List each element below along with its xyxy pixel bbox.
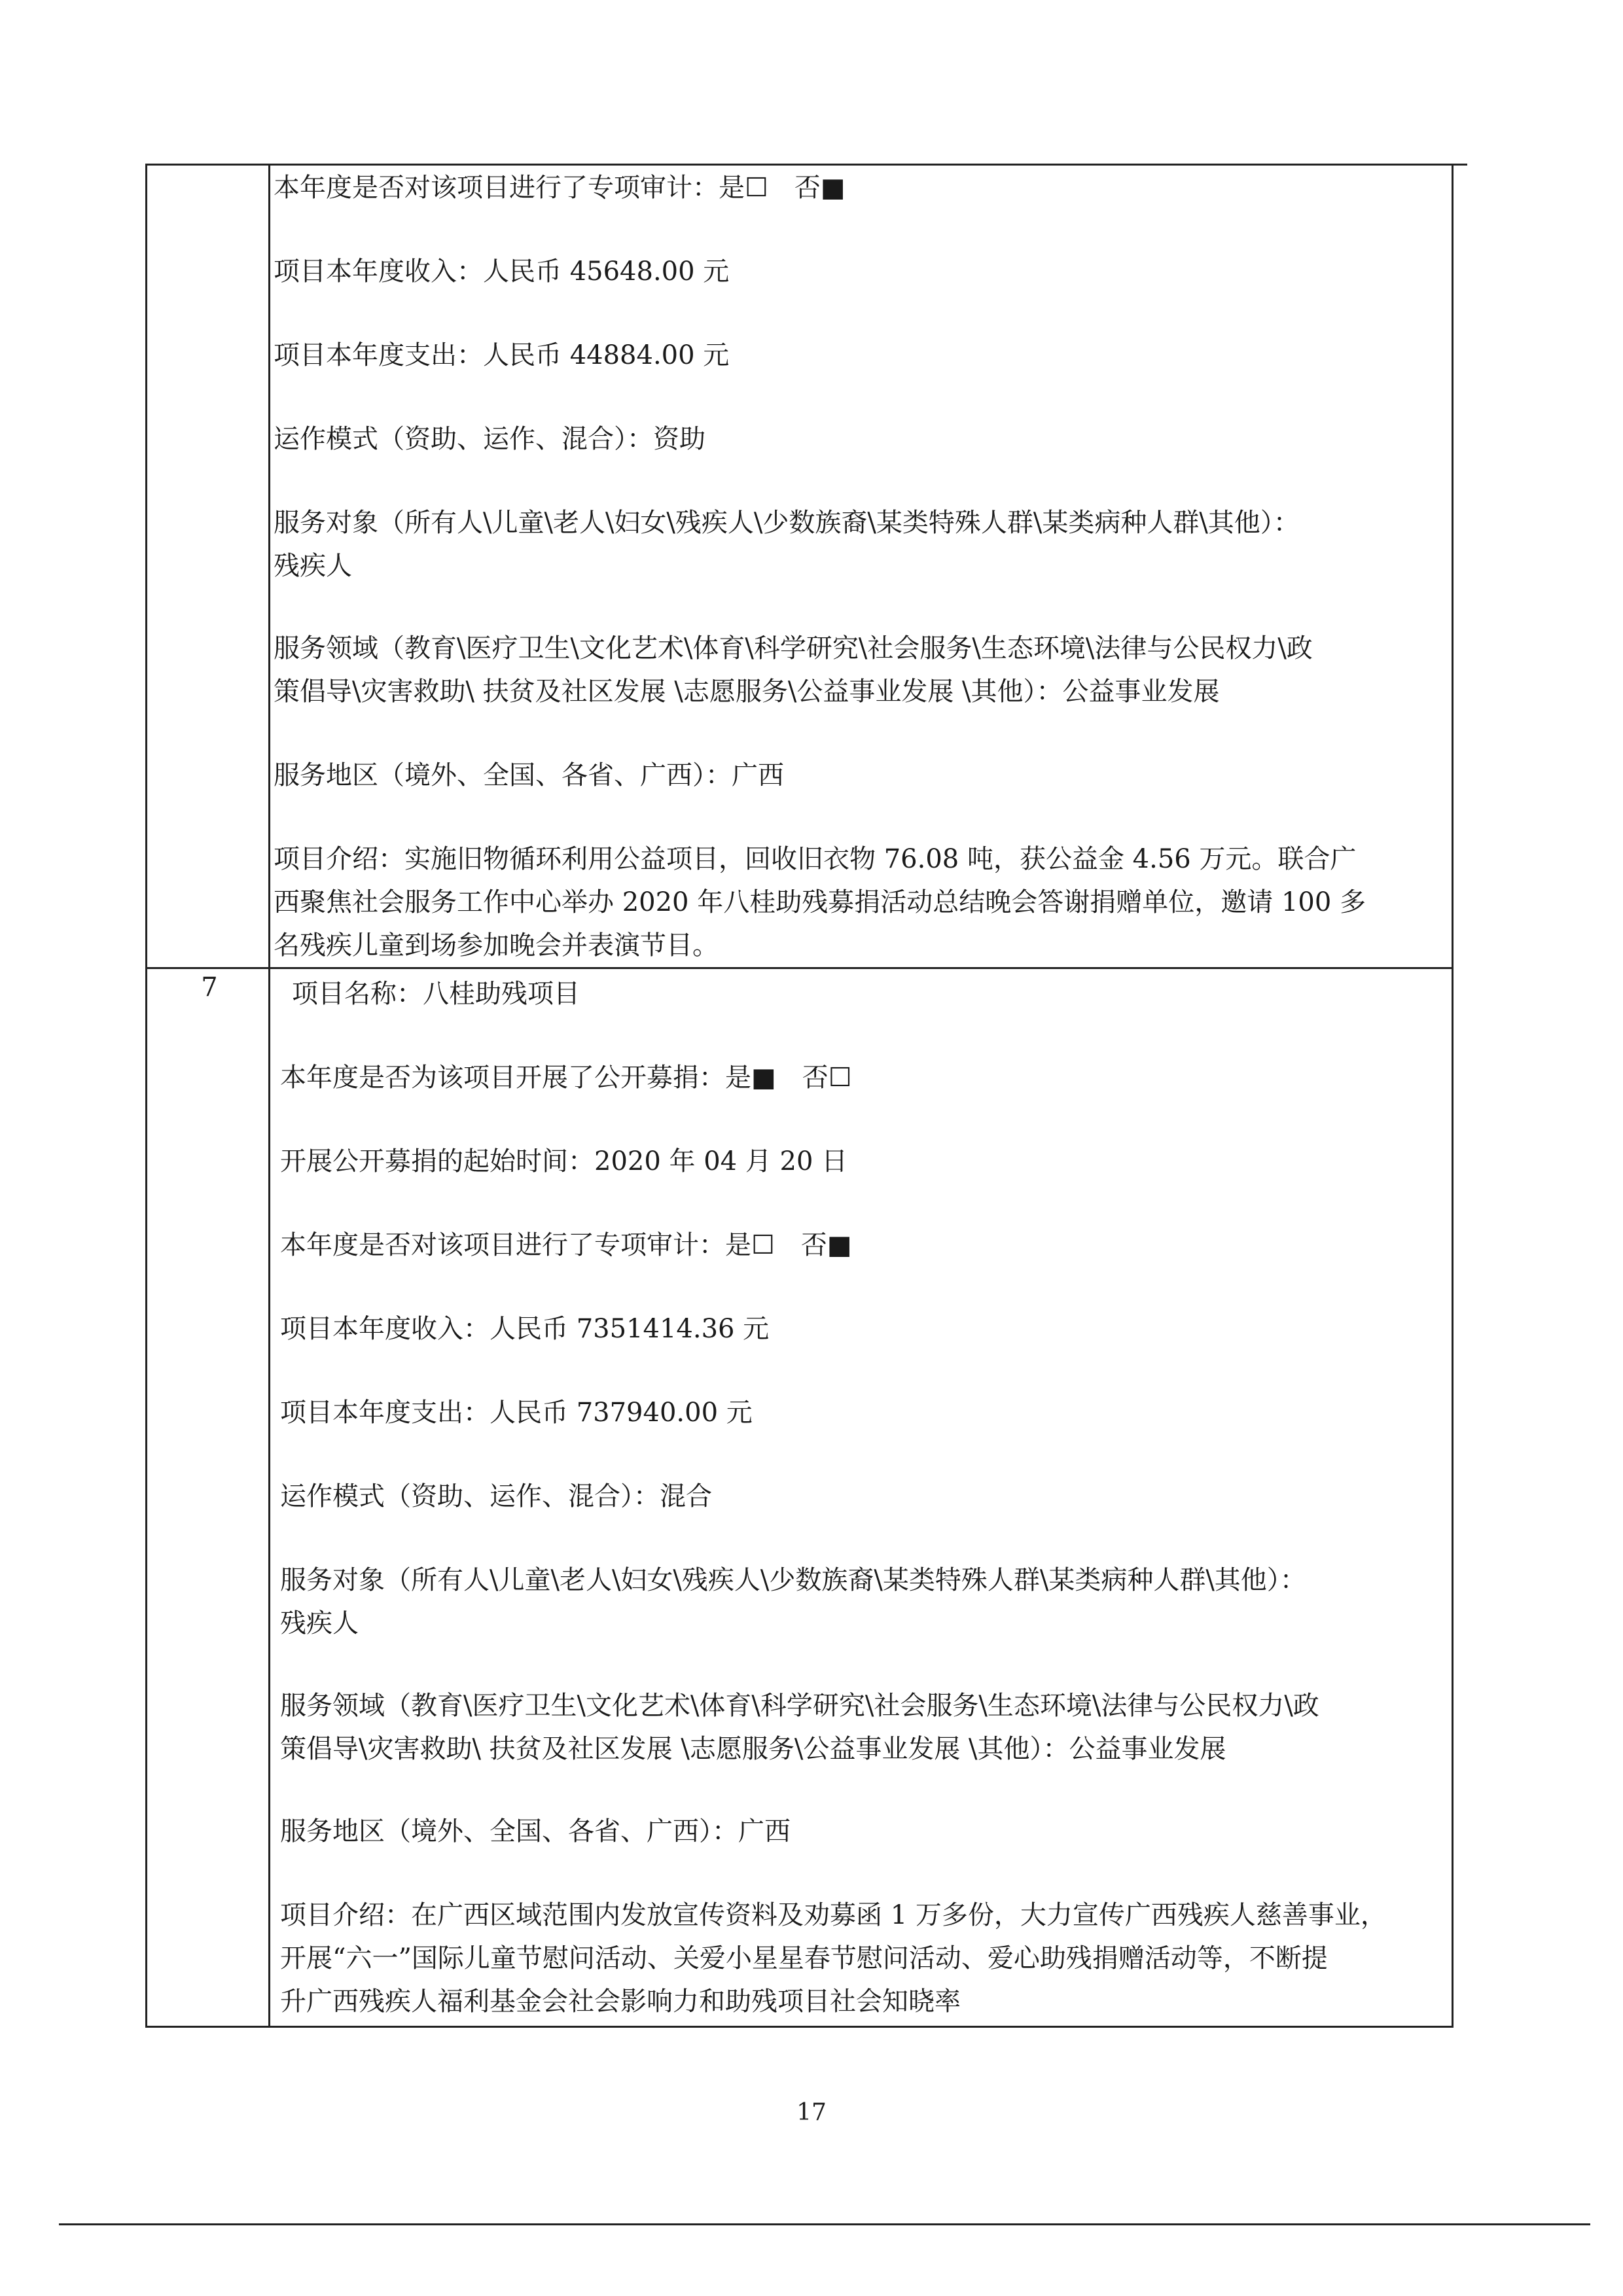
section7-number: 7 <box>201 972 218 1002</box>
section6-mode: 运作模式（资助、运作、混合）：资助 <box>274 424 705 454</box>
section7-expense: 项目本年度支出：人民币 737940.00 元 <box>280 1398 753 1428</box>
section6-audit: 本年度是否对该项目进行了专项审计：是☐ 否■ <box>274 173 846 203</box>
section6-targets: 服务对象（所有人\儿童\老人\妇女\残疾人\少数族裔\某类特殊人群\某类病种人群\其他）： 残疾人 <box>274 508 1300 581</box>
section7-region: 服务地区（境外、全国、各省、广西）：广西 <box>280 1816 791 1846</box>
section6-region: 服务地区（境外、全国、各省、广西）：广西 <box>274 760 784 790</box>
section7-fundraising: 本年度是否为该项目开展了公开募捐：是■ 否☐ <box>280 1063 852 1093</box>
section7-income: 项目本年度收入：人民币 7351414.36 元 <box>280 1314 770 1344</box>
section7-audit: 本年度是否对该项目进行了专项审计：是☐ 否■ <box>280 1230 852 1260</box>
table-column-divider <box>268 164 270 2027</box>
section7-start-date: 开展公开募捐的起始时间：2020 年 04 月 20 日 <box>280 1146 848 1176</box>
section6-expense: 项目本年度支出：人民币 44884.00 元 <box>274 340 730 370</box>
section7-intro: 项目介绍：在广西区域范围内发放宣传资料及劝募函 1 万多份，大力宣传广西残疾人慈善事业， 开展“六一”国际儿童节慰问活动、关爱小星星春节慰问活动、爱心助残捐赠活动等，不断提 升广西残疾人福利基金会社会影响力和助残项目社会知晓率 <box>280 1900 1387 2017</box>
footer-rule <box>59 2223 1590 2225</box>
section7-mode: 运作模式（资助、运作、混合）：混合 <box>280 1481 712 1511</box>
row-divider <box>145 967 1454 969</box>
table-bottom-border <box>145 2026 1454 2028</box>
section7-targets: 服务对象（所有人\儿童\老人\妇女\残疾人\少数族裔\某类特殊人群\某类病种人群\其他）： 残疾人 <box>280 1565 1306 1638</box>
table-left-border <box>145 164 147 2027</box>
section6-income: 项目本年度收入：人民币 45648.00 元 <box>274 256 730 287</box>
section6-fields: 服务领域（教育\医疗卫生\文化艺术\体育\科学研究\社会服务\生态环境\法律与公民权力\政 策倡导\灾害救助\ 扶贫及社区发展 \志愿服务\公益事业发展 \其他）：公益事业发展 <box>274 633 1313 707</box>
table-top-border <box>145 164 1467 166</box>
page-number: 17 <box>796 2099 827 2126</box>
section7-name: 项目名称：八桂助残项目 <box>292 979 580 1009</box>
section6-intro: 项目介绍：实施旧物循环利用公益项目，回收旧衣物 76.08 吨，获公益金 4.56 万元。联合广 西聚焦社会服务工作中心举办 2020 年八桂助残募捐活动总结晚会答谢捐赠单位，邀请 100 多 名残疾儿童到场参加晚会并表演节目。 <box>274 844 1366 961</box>
section7-fields: 服务领域（教育\医疗卫生\文化艺术\体育\科学研究\社会服务\生态环境\法律与公民权力\政 策倡导\灾害救助\ 扶贫及社区发展 \志愿服务\公益事业发展 \其他）：公益事业发展 <box>280 1691 1319 1764</box>
